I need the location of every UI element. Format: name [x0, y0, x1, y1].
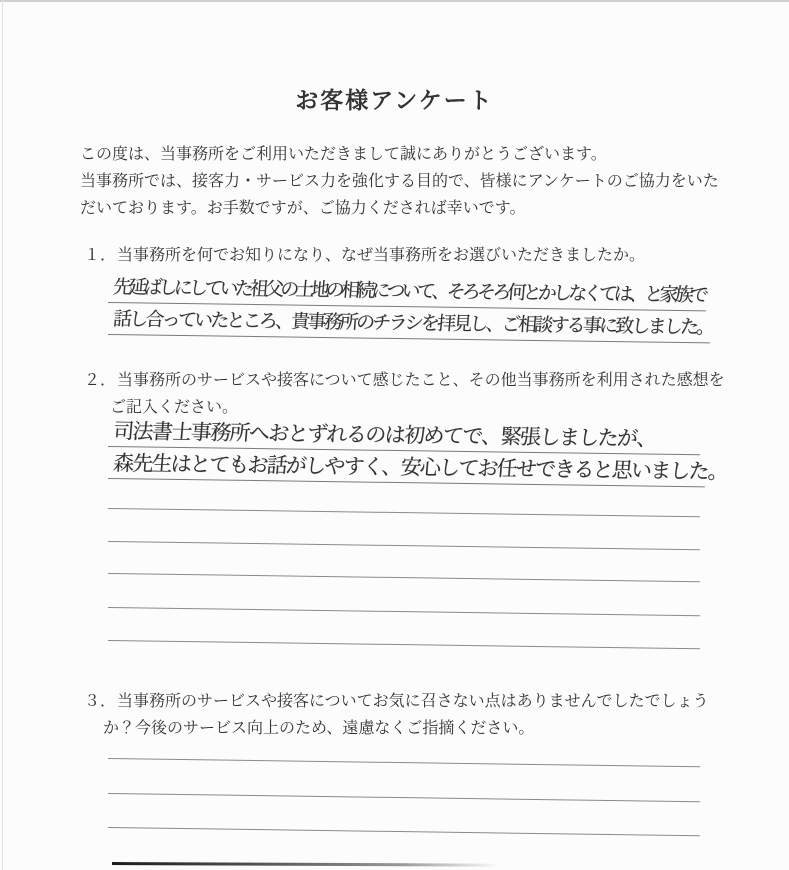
question-1-number: １．	[84, 247, 117, 264]
answer-line	[108, 793, 700, 802]
question-2-label-line-2: ご記入ください。	[110, 399, 239, 416]
answer-line	[108, 607, 700, 616]
answer-line	[108, 573, 700, 582]
intro-line: 当事務所では、接客力・サービス力を強化する目的で、皆様にアンケートのご協力をいた	[80, 173, 719, 190]
answer-line	[108, 640, 700, 649]
question-2-text: 当事務所のサービスや接客について感じたこと、その他当事務所を利用された感想を	[117, 372, 725, 389]
answer-line	[108, 758, 700, 767]
answer-line	[108, 508, 700, 517]
intro-line: この度は、当事務所をご利用いただきまして誠にありがとうございます。	[80, 146, 607, 163]
question-3-text: 当事務所のサービスや接客についてお気に召さない点はありませんでしたでしょう	[117, 693, 709, 710]
question-3-label-line-2: か？今後のサービス向上のため、遠慮なくご指摘ください。	[103, 720, 535, 737]
question-2-label	[84, 367, 725, 390]
question-1-text: 当事務所を何でお知りになり、なぜ当事務所をお選びいただきましたか。	[117, 247, 646, 264]
question-2-handwritten-answer-line-1: 司法書士事務所へおとずれるのは初めてで、緊張しましたが、	[112, 419, 657, 451]
question-1-label	[84, 242, 645, 265]
survey-title: お客様アンケート	[295, 87, 494, 113]
partial-bottom-line	[112, 862, 500, 867]
scan-edge-left	[2, 0, 3, 870]
intro-line: だいております。お手数ですが、ご協力くだされば幸いです。	[80, 200, 526, 217]
scan-edge-top	[0, 0, 789, 2]
question-2-handwritten-answer-line-2: 森先生はとてもお話がしやすく、安心してお任せできると思いました。	[112, 451, 729, 484]
question-3-label	[84, 688, 709, 711]
answer-line	[108, 827, 700, 836]
question-1-handwritten-answer-line-1: 先延ばしにしていた祖父の土地の相続について、そろそろ何とかしなくては、と家族で	[112, 276, 706, 307]
intro-paragraph	[80, 141, 740, 222]
question-2-number: ２．	[84, 372, 117, 389]
question-1-handwritten-answer-line-2: 話し合っていたところ、貴事務所のチラシを拝見し、ご相談する事に致しました。	[112, 308, 714, 339]
question-3-number: ３．	[84, 693, 117, 710]
answer-line	[108, 541, 700, 550]
